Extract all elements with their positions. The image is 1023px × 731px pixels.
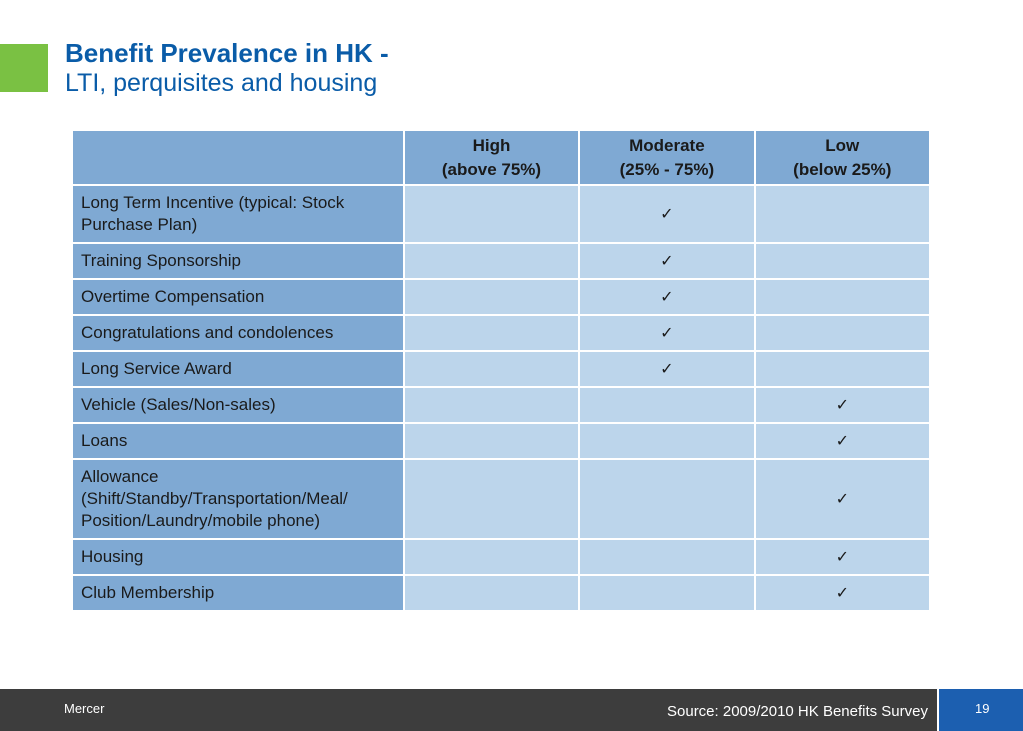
cell-low: ✓ [755,539,930,575]
row-label: Housing [72,539,404,575]
header-moderate-range: (25% - 75%) [619,159,715,179]
cell-moderate [579,387,754,423]
row-label: Long Service Award [72,351,404,387]
table-row [72,351,930,387]
cell-high [404,459,579,539]
header-low [755,130,930,185]
cell-high [404,315,579,351]
cell-low: ✓ [755,459,930,539]
cell-moderate: ✓ [579,279,754,315]
title-line-1: Benefit Prevalence in HK - [65,38,389,68]
cell-moderate: ✓ [579,243,754,279]
table-row [72,243,930,279]
table-row [72,185,930,243]
cell-high [404,185,579,243]
row-label: Loans [72,423,404,459]
row-label: Congratulations and condolences [72,315,404,351]
cell-moderate [579,575,754,611]
cell-low: ✓ [755,575,930,611]
footer-bar [0,689,937,731]
cell-low [755,279,930,315]
row-label: Overtime Compensation [72,279,404,315]
title-line-2: LTI, perquisites and housing [65,69,378,97]
table-row [72,279,930,315]
header-low-range: (below 25%) [793,159,892,179]
benefit-prevalence-table [71,129,931,612]
cell-high [404,387,579,423]
cell-high [404,423,579,459]
page-number-box [939,689,1023,731]
cell-moderate [579,423,754,459]
row-label: Long Term Incentive (typical: Stock Purchase Plan) [72,185,404,243]
header-moderate [579,130,754,185]
cell-low: ✓ [755,387,930,423]
table-row [72,459,930,539]
cell-moderate [579,539,754,575]
cell-moderate [579,459,754,539]
row-label: Vehicle (Sales/Non-sales) [72,387,404,423]
header-blank-cell [72,130,404,185]
cell-moderate: ✓ [579,351,754,387]
footer-source: Source: 2009/2010 HK Benefits Survey [667,703,928,720]
cell-high [404,351,579,387]
header-moderate-title: Moderate [629,135,705,155]
table-row [72,387,930,423]
accent-block [0,44,48,92]
cell-high [404,279,579,315]
cell-low: ✓ [755,423,930,459]
cell-low [755,351,930,387]
cell-moderate: ✓ [579,185,754,243]
footer-brand: Mercer [64,701,105,716]
cell-high [404,243,579,279]
cell-low [755,185,930,243]
cell-low [755,315,930,351]
table-row [72,539,930,575]
cell-moderate: ✓ [579,315,754,351]
row-label: Training Sponsorship [72,243,404,279]
table-row [72,423,930,459]
table-header-row [72,130,930,185]
row-label: Allowance (Shift/Standby/Transportation/Meal/ Position/Laundry/mobile phone) [72,459,404,539]
table-row [72,315,930,351]
cell-high [404,539,579,575]
page-number: 19 [975,701,990,716]
cell-high [404,575,579,611]
header-low-title: Low [825,135,860,155]
header-high-title: High [472,135,511,155]
page-title [65,38,389,98]
cell-low [755,243,930,279]
table-row [72,575,930,611]
row-label: Club Membership [72,575,404,611]
header-high-range: (above 75%) [441,159,542,179]
header-high [404,130,579,185]
